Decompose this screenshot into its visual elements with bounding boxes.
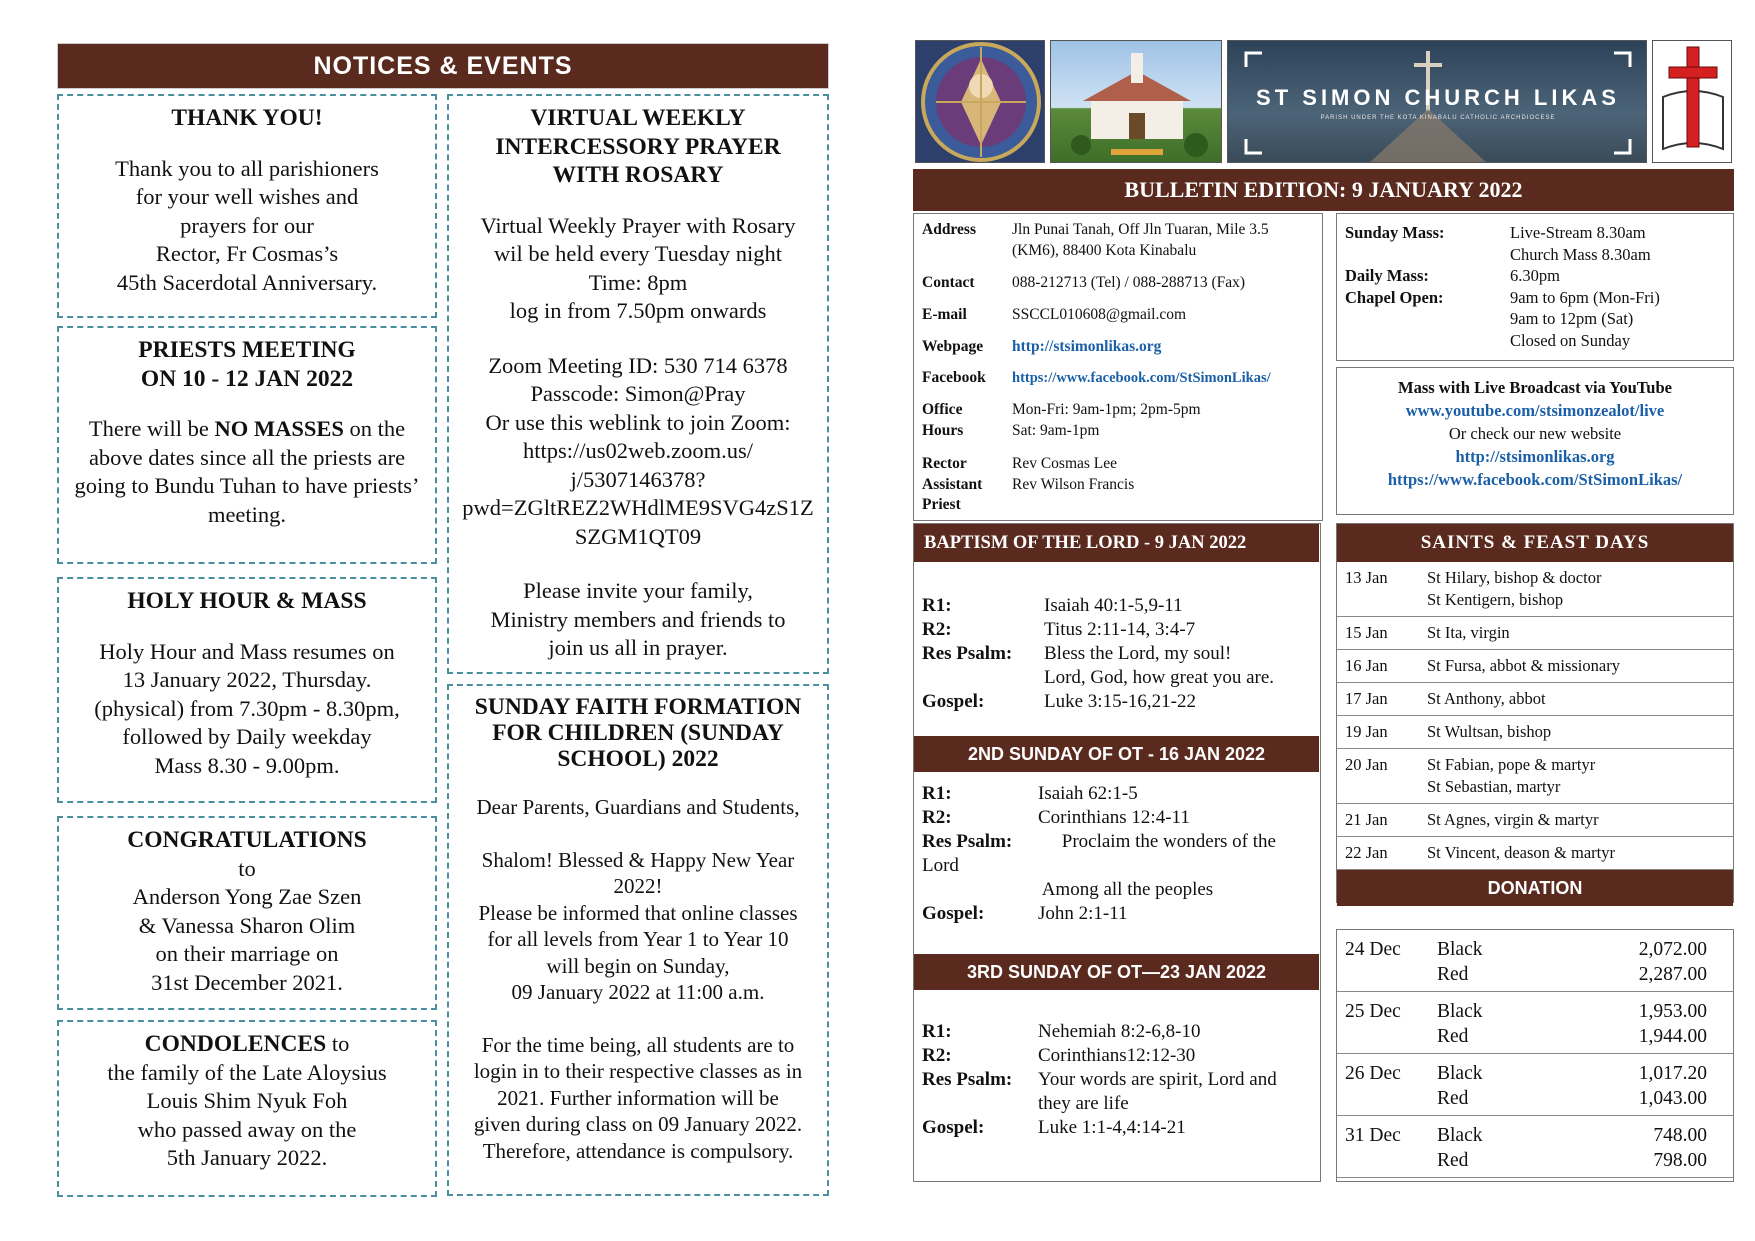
broadcast-note: Or check our new website — [1448, 424, 1622, 443]
saint-name: St Hilary, bishop & doctor St Kentigern, bishop — [1427, 568, 1602, 609]
webpage-link[interactable]: http://stsimonlikas.org — [1012, 338, 1162, 355]
facebook-link[interactable]: https://www.facebook.com/StSimonLikas/ — [1387, 470, 1683, 489]
saint-date: 20 Jan — [1345, 755, 1388, 774]
donation-category: Red — [1437, 1025, 1469, 1047]
saint-date: 19 Jan — [1345, 722, 1388, 741]
saints-list — [1337, 562, 1733, 870]
saint-name: St Wultsan, bishop — [1427, 722, 1552, 741]
donation-amount: 2,287.00 — [1638, 963, 1707, 985]
saint-row — [1337, 804, 1733, 837]
donation-category: Black — [1437, 1125, 1483, 1146]
saint-row — [1337, 837, 1733, 870]
donation-row — [1337, 930, 1733, 992]
reading-r1: R1: Isaiah 62:1-5 — [922, 783, 1138, 804]
donation-amount: 1,017.20 — [1638, 1063, 1707, 1084]
donation-row — [1337, 1054, 1733, 1116]
saints-box — [1336, 523, 1734, 903]
notice-title: HOLY HOUR & MASS — [127, 588, 367, 614]
reading-r2: R2: Corinthians12:12-30 — [922, 1045, 1196, 1066]
stained-glass-image — [915, 40, 1045, 163]
mass-times-box — [1336, 213, 1734, 361]
condolences-notice — [57, 1020, 437, 1197]
donation-date: 26 Dec — [1345, 1063, 1401, 1084]
saint-date: 22 Jan — [1345, 843, 1388, 862]
saint-date: 17 Jan — [1345, 689, 1388, 708]
cross-logo — [1652, 40, 1732, 163]
congratulations-notice — [57, 816, 437, 1010]
saint-date: 13 Jan — [1345, 568, 1388, 587]
saints-header: SAINTS & FEAST DAYS — [1337, 524, 1733, 562]
address-row: Address Jln Punai Tanah, Off Jln Tuaran, Mile 3.5 (KM6), 88400 Kota Kinabalu — [922, 221, 1269, 259]
facebook-row: Facebook https://www.facebook.com/StSimonLikas/ — [922, 368, 1316, 389]
saint-date: 16 Jan — [1345, 656, 1388, 675]
reading-r1: R1: Isaiah 40:1-5,9-11 — [922, 595, 1183, 616]
notice-body: Virtual Weekly Prayer with Rosary wil be held every Tuesday night Time: 8pm log in from 7.50pm onwards — [480, 212, 796, 323]
notice-body: Holy Hour and Mass resumes on 13 January 2022, Thursday. (physical) from 7.30pm - 8.30pm, followed by Daily weekday Mass 8.30 - 9.00pm. — [94, 638, 400, 778]
saint-name: St Fursa, abbot & missionary — [1427, 656, 1620, 675]
reading-gospel: Gospel: Luke 3:15-16,21-22 — [922, 691, 1196, 712]
saint-date: 21 Jan — [1345, 810, 1388, 829]
reading-header-3: 3RD SUNDAY OF OT—23 JAN 2022 — [914, 954, 1319, 990]
reading-header-2: 2ND SUNDAY OF OT - 16 JAN 2022 — [914, 736, 1319, 772]
virtual-prayer-notice — [447, 94, 829, 674]
contact-row: Contact 088-212713 (Tel) / 088-288713 (Fax) — [922, 274, 1246, 291]
saint-name: St Vincent, deason & martyr — [1427, 843, 1615, 862]
holy-hour-notice — [57, 577, 437, 803]
notice-body: For the time being, all students are to login in to their respective classes as in 2021. Further information will be given during class on 09 January 2022. Therefore, attendance is compulsory. — [473, 1032, 803, 1163]
notice-title: PRIESTS MEETING ON 10 - 12 JAN 2022 — [138, 337, 356, 392]
broadcast-title: Mass with Live Broadcast via YouTube — [1398, 378, 1672, 397]
donation-amount: 748.00 — [1653, 1125, 1707, 1146]
contact-info-box — [913, 213, 1323, 521]
notices-events-header: NOTICES & EVENTS — [57, 43, 829, 89]
donation-date: 31 Dec — [1345, 1125, 1401, 1146]
notice-title: CONDOLENCES to — [144, 1031, 350, 1057]
reading-psalm: Res Psalm: Bless the Lord, my soul! Lord, God, how great you are. — [922, 643, 1275, 688]
reading-psalm: Res Psalm: Proclaim the wonders of the — [922, 831, 1276, 852]
saint-name: St Agnes, virgin & martyr — [1427, 810, 1599, 829]
donation-box — [1336, 929, 1734, 1182]
saint-name: St Anthony, abbot — [1427, 689, 1546, 708]
notice-title: VIRTUAL WEEKLY INTERCESSORY PRAYER WITH ROSARY — [495, 105, 781, 188]
office-hours-row: Office Hours Mon-Fri: 9am-1pm; 2pm-5pm Sat: 9am-1pm — [922, 401, 1201, 439]
sunday-mass-row: Sunday Mass: Live-Stream 8.30am Church Mass 8.30am — [1345, 223, 1651, 264]
donation-date: 25 Dec — [1345, 1001, 1401, 1022]
notice-body: to Anderson Yong Zae Szen & Vanessa Sharon Olim on their marriage on 31st December 2021. — [132, 855, 362, 995]
notice-title: THANK YOU! — [171, 105, 323, 131]
saint-row — [1337, 617, 1733, 650]
reading-r1: R1: Nehemiah 8:2-6,8-10 — [922, 1021, 1201, 1042]
reading-psalm-2: Among all the peoples — [1038, 879, 1214, 900]
donation-category: Red — [1437, 1087, 1469, 1109]
donation-amount: 1,043.00 — [1638, 1087, 1707, 1109]
donation-amount: 798.00 — [1653, 1149, 1707, 1171]
saint-row — [1337, 562, 1733, 617]
saint-date: 15 Jan — [1345, 623, 1388, 642]
bulletin-edition-header: BULLETIN EDITION: 9 JANUARY 2022 — [913, 169, 1734, 211]
readings-box — [913, 523, 1321, 1182]
saint-row — [1337, 749, 1733, 804]
donation-header: DONATION — [1337, 870, 1733, 906]
notice-title: CONGRATULATIONS — [127, 827, 367, 853]
donation-amount: 1,953.00 — [1638, 1001, 1707, 1022]
webpage-row: Webpage http://stsimonlikas.org — [922, 337, 1316, 358]
donation-row — [1337, 992, 1733, 1054]
faith-formation-notice — [447, 684, 829, 1196]
donation-category: Red — [1437, 1149, 1469, 1171]
zoom-details: Zoom Meeting ID: 530 714 6378 Passcode: Simon@Pray Or use this weblink to join Zoom: https://us02web.zoom.us/ j/5307146378? pwd=ZGltREZ2WHdlME9SVG4zS1Z SZGM1QT09 — [462, 352, 814, 549]
reading-psalm-cont: Lord — [922, 855, 959, 876]
donation-category: Black — [1437, 1063, 1483, 1084]
donation-date: 24 Dec — [1345, 939, 1401, 960]
notice-body: Please invite your family, Ministry members and friends to join us all in prayer. — [490, 578, 786, 660]
reading-gospel: Gospel: John 2:1-11 — [922, 903, 1128, 924]
thank-you-notice — [57, 94, 437, 318]
donation-amount: 2,072.00 — [1638, 939, 1707, 960]
saint-row — [1337, 683, 1733, 716]
saint-row — [1337, 650, 1733, 683]
reading-r2: R2: Corinthians 12:4-11 — [922, 807, 1190, 828]
donation-amount: 1,944.00 — [1638, 1025, 1707, 1047]
donation-list — [1337, 930, 1733, 1178]
saint-name: St Fabian, pope & martyr St Sebastian, martyr — [1427, 755, 1596, 796]
live-broadcast-box — [1336, 367, 1734, 515]
priests-meeting-notice — [57, 326, 437, 564]
donation-row — [1337, 1116, 1733, 1178]
daily-mass-row: Daily Mass: Chapel Open: 6.30pm 9am to 6pm (Mon-Fri) 9am to 12pm (Sat) Closed on Sunday — [1345, 266, 1660, 350]
church-name: ST SIMON CHURCH LIKAS — [1256, 85, 1620, 110]
reading-header-1: BAPTISM OF THE LORD - 9 JAN 2022 — [914, 524, 1319, 562]
youtube-link[interactable]: www.youtube.com/stsimonzealot/live — [1405, 401, 1665, 420]
reading-r2: R2: Titus 2:11-14, 3:4-7 — [922, 619, 1196, 640]
notice-body: Dear Parents, Guardians and Students, — [476, 795, 800, 819]
church-photo — [1050, 40, 1222, 163]
email-row: E-mail SSCCL010608@gmail.com — [922, 306, 1187, 323]
website-link[interactable]: http://stsimonlikas.org — [1455, 447, 1615, 466]
saint-row — [1337, 716, 1733, 749]
notice-title: SUNDAY FAITH FORMATION FOR CHILDREN (SUNDAY SCHOOL) 2022 — [474, 694, 802, 772]
church-subtitle: PARISH UNDER THE KOTA KINABALU CATHOLIC ARCHDIOCESE — [1320, 115, 1556, 121]
donation-category: Black — [1437, 1001, 1483, 1022]
rector-row: Rector Assistant Priest Rev Cosmas Lee Rev Wilson Francis — [922, 455, 1135, 513]
facebook-link[interactable]: https://www.facebook.com/StSimonLikas/ — [1012, 370, 1271, 386]
reading-psalm: Res Psalm: Your words are spirit, Lord and they are life — [922, 1069, 1277, 1114]
church-banner — [1227, 40, 1647, 163]
notice-body: Thank you to all parishioners for your well wishes and prayers for our Rector, Fr Cosmas’s 45th Sacerdotal Anniversary. — [115, 155, 379, 295]
donation-category: Black — [1437, 939, 1483, 960]
notice-body: There will be NO MASSES on the above dates since all the priests are going to Bundu Tuhan to have priests’ meeting. — [74, 416, 420, 527]
donation-category: Red — [1437, 963, 1469, 985]
saint-name: St Ita, virgin — [1427, 623, 1510, 642]
notice-body: the family of the Late Aloysius Louis Shim Nyuk Foh who passed away on the 5th January 2022. — [107, 1059, 387, 1170]
notice-body: Shalom! Blessed & Happy New Year 2022! Please be informed that online classes for all levels from Year 1 to Year 10 will begin on Sunday, 09 January 2022 at 11:00 a.m. — [478, 847, 798, 1004]
reading-gospel: Gospel: Luke 1:1-4,4:14-21 — [922, 1117, 1186, 1138]
